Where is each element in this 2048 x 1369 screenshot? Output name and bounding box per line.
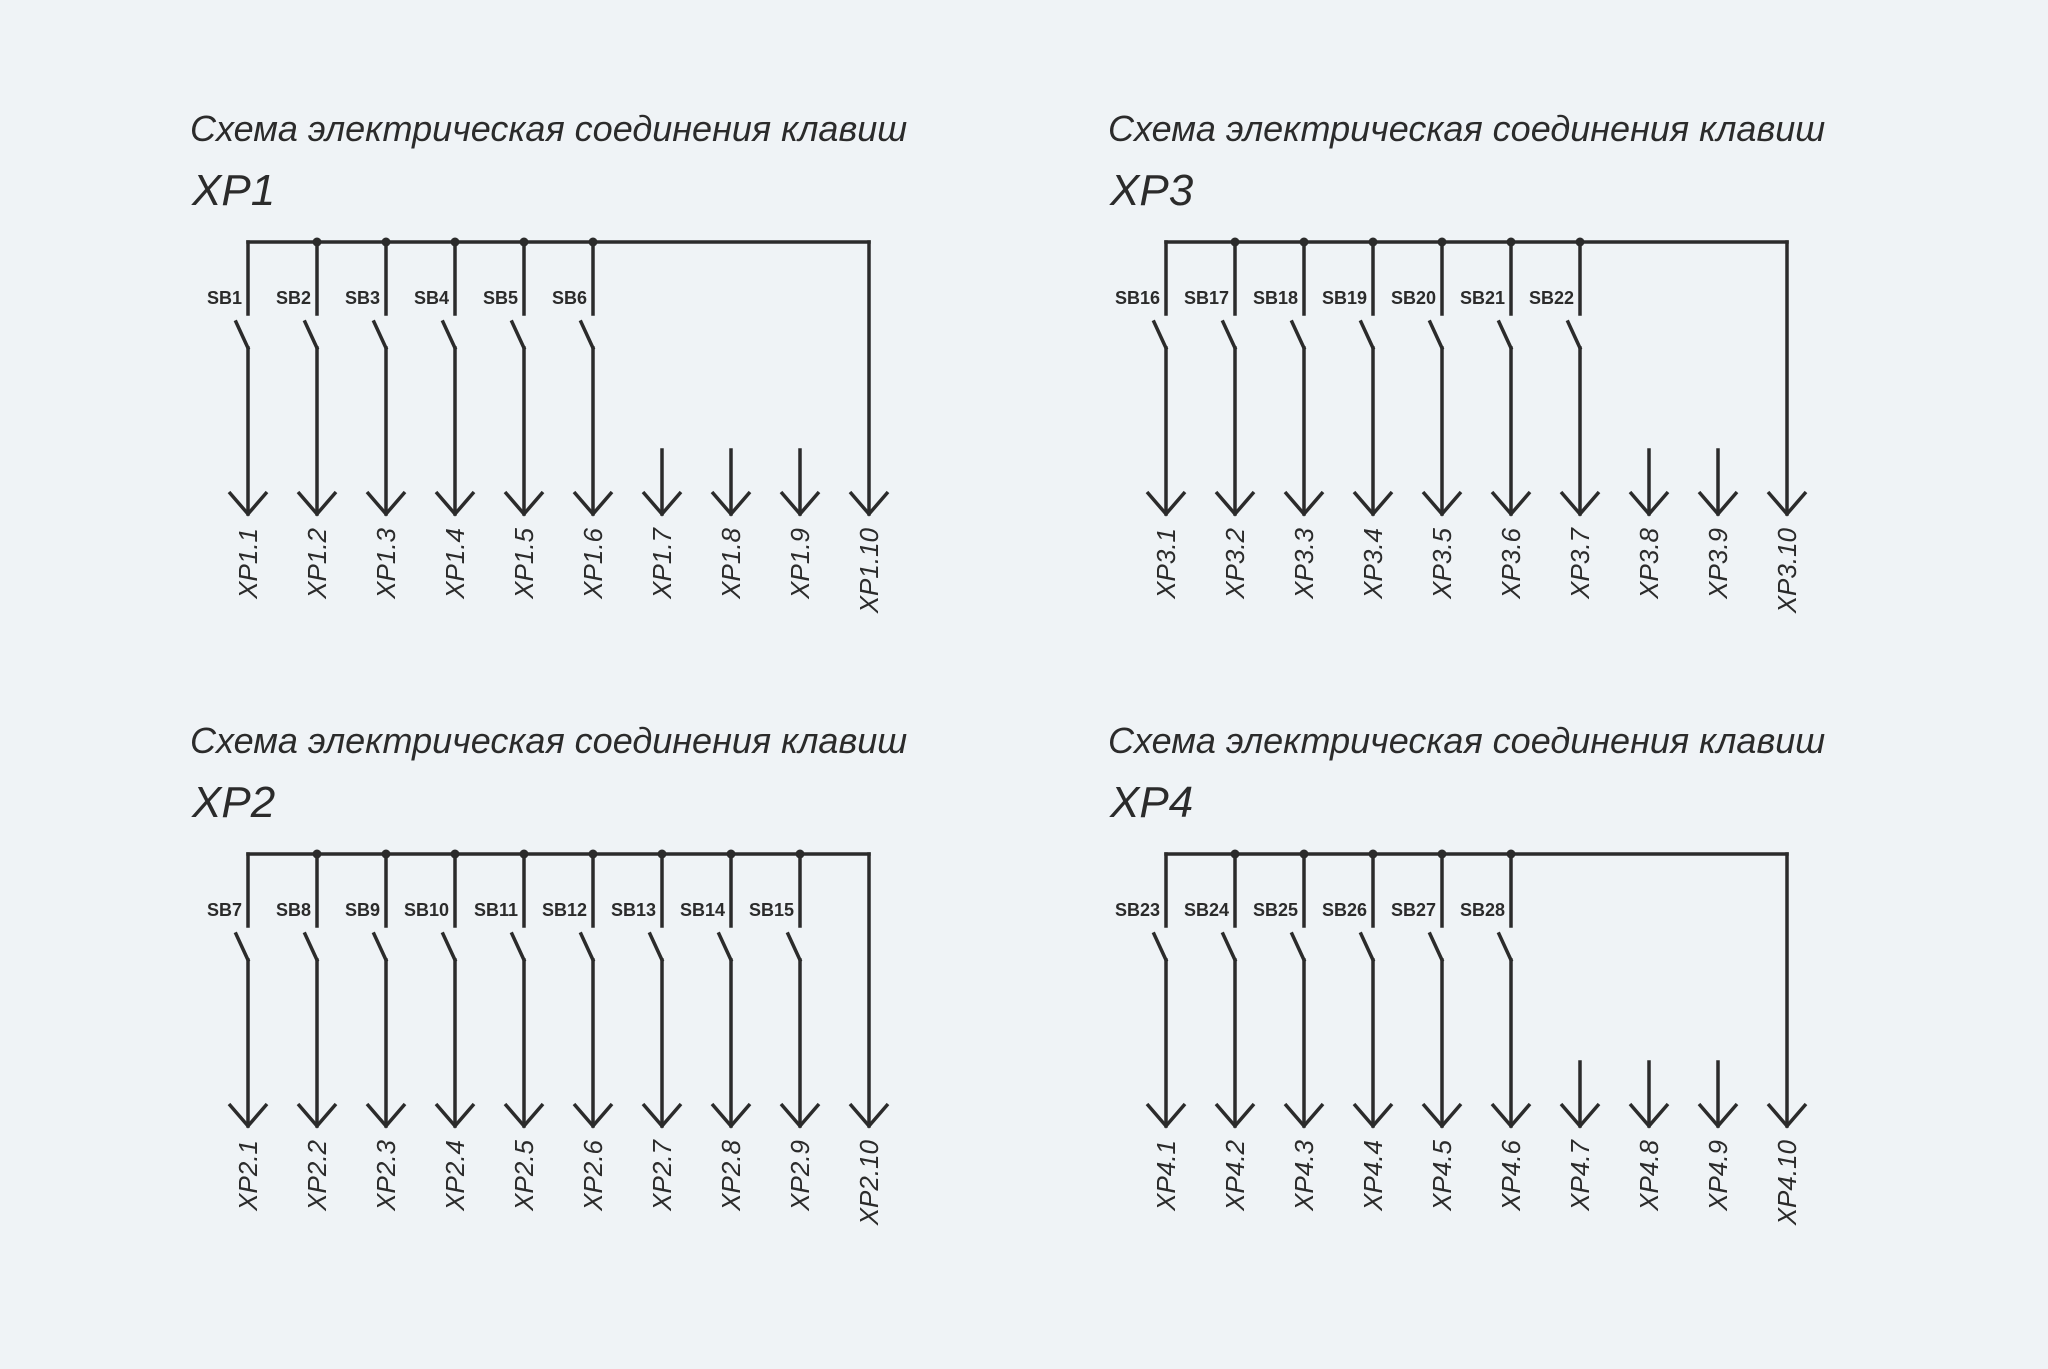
pin-label: XP2.5 — [509, 1140, 539, 1211]
pin-label: XP2.6 — [578, 1140, 608, 1211]
pin-label: XP1.1 — [233, 528, 263, 599]
pin-label: XP3.2 — [1220, 528, 1250, 599]
pin-label: XP1.3 — [371, 528, 401, 599]
switch-blade — [305, 934, 317, 960]
pin-label: XP4.1 — [1151, 1140, 1181, 1211]
panel-xp4 — [1108, 720, 2008, 1280]
junction-dot — [1231, 850, 1240, 859]
pin-label: XP1.6 — [578, 528, 608, 599]
switch-label: SB19 — [1321, 288, 1367, 308]
switch-schematic — [190, 720, 1090, 1280]
junction-dot — [313, 238, 322, 247]
pin-label: XP4.7 — [1565, 1140, 1595, 1211]
junction-dot — [589, 850, 598, 859]
panel-caption: Схема электрическая соединения клавиш — [1108, 720, 1826, 761]
switch-label: SB21 — [1459, 288, 1505, 308]
switch-blade — [1223, 322, 1235, 348]
junction-dot — [313, 850, 322, 859]
switch-blade — [1430, 934, 1442, 960]
switch-blade — [1361, 322, 1373, 348]
switch-blade — [374, 934, 386, 960]
switch-label: SB14 — [679, 900, 725, 920]
panel-caption: Схема электрическая соединения клавиш — [190, 108, 908, 149]
pin-label: XP4.2 — [1220, 1140, 1250, 1211]
switch-label: SB25 — [1252, 900, 1298, 920]
switch-blade — [305, 322, 317, 348]
connector-title: XP4 — [1110, 778, 1194, 827]
switch-label: SB16 — [1114, 288, 1160, 308]
pin-label: XP2.3 — [371, 1140, 401, 1211]
switch-blade — [788, 934, 800, 960]
junction-dot — [382, 850, 391, 859]
switch-label: SB24 — [1183, 900, 1229, 920]
switch-label: SB11 — [473, 900, 518, 920]
switch-blade — [581, 934, 593, 960]
switch-label: SB7 — [206, 900, 242, 920]
junction-dot — [1438, 238, 1447, 247]
switch-label: SB8 — [275, 900, 311, 920]
pin-label: XP3.6 — [1496, 528, 1526, 599]
switch-label: SB22 — [1528, 288, 1574, 308]
junction-dot — [1438, 850, 1447, 859]
switch-label: SB23 — [1114, 900, 1160, 920]
connector-title: XP2 — [192, 778, 276, 827]
pin-label: XP4.10 — [1772, 1140, 1802, 1226]
pin-label: XP4.8 — [1634, 1140, 1664, 1211]
pin-label: XP1.8 — [716, 528, 746, 599]
pin-label: XP3.5 — [1427, 528, 1457, 599]
pin-label: XP1.7 — [647, 528, 677, 599]
pin-label: XP2.2 — [302, 1140, 332, 1211]
connector-title: XP1 — [192, 166, 276, 215]
switch-schematic — [1108, 720, 2008, 1280]
switch-label: SB5 — [482, 288, 518, 308]
switch-blade — [512, 322, 524, 348]
switch-label: SB9 — [344, 900, 380, 920]
pin-label: XP4.9 — [1703, 1140, 1733, 1211]
junction-dot — [1576, 238, 1585, 247]
switch-blade — [443, 322, 455, 348]
pin-label: XP3.10 — [1772, 528, 1802, 614]
switch-label: SB1 — [206, 288, 242, 308]
switch-blade — [719, 934, 731, 960]
pin-label: XP4.3 — [1289, 1140, 1319, 1211]
switch-blade — [443, 934, 455, 960]
pin-label: XP3.9 — [1703, 528, 1733, 599]
switch-label: SB15 — [748, 900, 794, 920]
panel-xp1 — [190, 108, 1090, 668]
switch-label: SB17 — [1183, 288, 1229, 308]
junction-dot — [1231, 238, 1240, 247]
switch-label: SB28 — [1459, 900, 1505, 920]
switch-label: SB2 — [275, 288, 311, 308]
switch-label: SB26 — [1321, 900, 1367, 920]
switch-blade — [581, 322, 593, 348]
switch-blade — [650, 934, 662, 960]
junction-dot — [1300, 238, 1309, 247]
pin-label: XP1.9 — [785, 528, 815, 599]
pin-label: XP1.5 — [509, 528, 539, 599]
junction-dot — [796, 850, 805, 859]
switch-schematic — [190, 108, 1090, 668]
pin-label: XP2.1 — [233, 1140, 263, 1211]
panel-xp3 — [1108, 108, 2008, 668]
junction-dot — [1300, 850, 1309, 859]
pin-label: XP1.4 — [440, 528, 470, 599]
pin-label: XP1.10 — [854, 528, 884, 614]
switch-schematic — [1108, 108, 2008, 668]
switch-label: SB12 — [541, 900, 587, 920]
switch-label: SB6 — [551, 288, 587, 308]
junction-dot — [520, 850, 529, 859]
pin-label: XP3.3 — [1289, 528, 1319, 599]
switch-blade — [1223, 934, 1235, 960]
switch-label: SB13 — [610, 900, 656, 920]
junction-dot — [451, 238, 460, 247]
switch-label: SB3 — [344, 288, 380, 308]
switch-blade — [1568, 322, 1580, 348]
pin-label: XP4.6 — [1496, 1140, 1526, 1211]
switch-blade — [1154, 322, 1166, 348]
switch-label: SB18 — [1252, 288, 1298, 308]
junction-dot — [520, 238, 529, 247]
pin-label: XP2.10 — [854, 1140, 884, 1226]
junction-dot — [1369, 850, 1378, 859]
switch-label: SB10 — [403, 900, 449, 920]
panel-xp2 — [190, 720, 1090, 1280]
pin-label: XP1.2 — [302, 528, 332, 599]
switch-blade — [236, 934, 248, 960]
pin-label: XP2.7 — [647, 1140, 677, 1211]
switch-label: SB27 — [1390, 900, 1436, 920]
switch-blade — [1430, 322, 1442, 348]
pin-label: XP3.1 — [1151, 528, 1181, 599]
junction-dot — [451, 850, 460, 859]
switch-blade — [1292, 322, 1304, 348]
junction-dot — [727, 850, 736, 859]
pin-label: XP4.4 — [1358, 1140, 1388, 1211]
panel-caption: Схема электрическая соединения клавиш — [1108, 108, 1826, 149]
switch-blade — [1361, 934, 1373, 960]
pin-label: XP3.7 — [1565, 528, 1595, 599]
switch-blade — [1292, 934, 1304, 960]
pin-label: XP2.9 — [785, 1140, 815, 1211]
junction-dot — [589, 238, 598, 247]
switch-blade — [1154, 934, 1166, 960]
switch-blade — [236, 322, 248, 348]
pin-label: XP3.4 — [1358, 528, 1388, 599]
pin-label: XP2.4 — [440, 1140, 470, 1211]
switch-label: SB4 — [413, 288, 449, 308]
junction-dot — [658, 850, 667, 859]
junction-dot — [1507, 850, 1516, 859]
panel-caption: Схема электрическая соединения клавиш — [190, 720, 908, 761]
switch-label: SB20 — [1390, 288, 1436, 308]
pin-label: XP3.8 — [1634, 528, 1664, 599]
switch-blade — [374, 322, 386, 348]
switch-blade — [1499, 322, 1511, 348]
junction-dot — [1369, 238, 1378, 247]
connector-title: XP3 — [1110, 166, 1194, 215]
pin-label: XP4.5 — [1427, 1140, 1457, 1211]
junction-dot — [1507, 238, 1516, 247]
switch-blade — [512, 934, 524, 960]
pin-label: XP2.8 — [716, 1140, 746, 1211]
junction-dot — [382, 238, 391, 247]
switch-blade — [1499, 934, 1511, 960]
